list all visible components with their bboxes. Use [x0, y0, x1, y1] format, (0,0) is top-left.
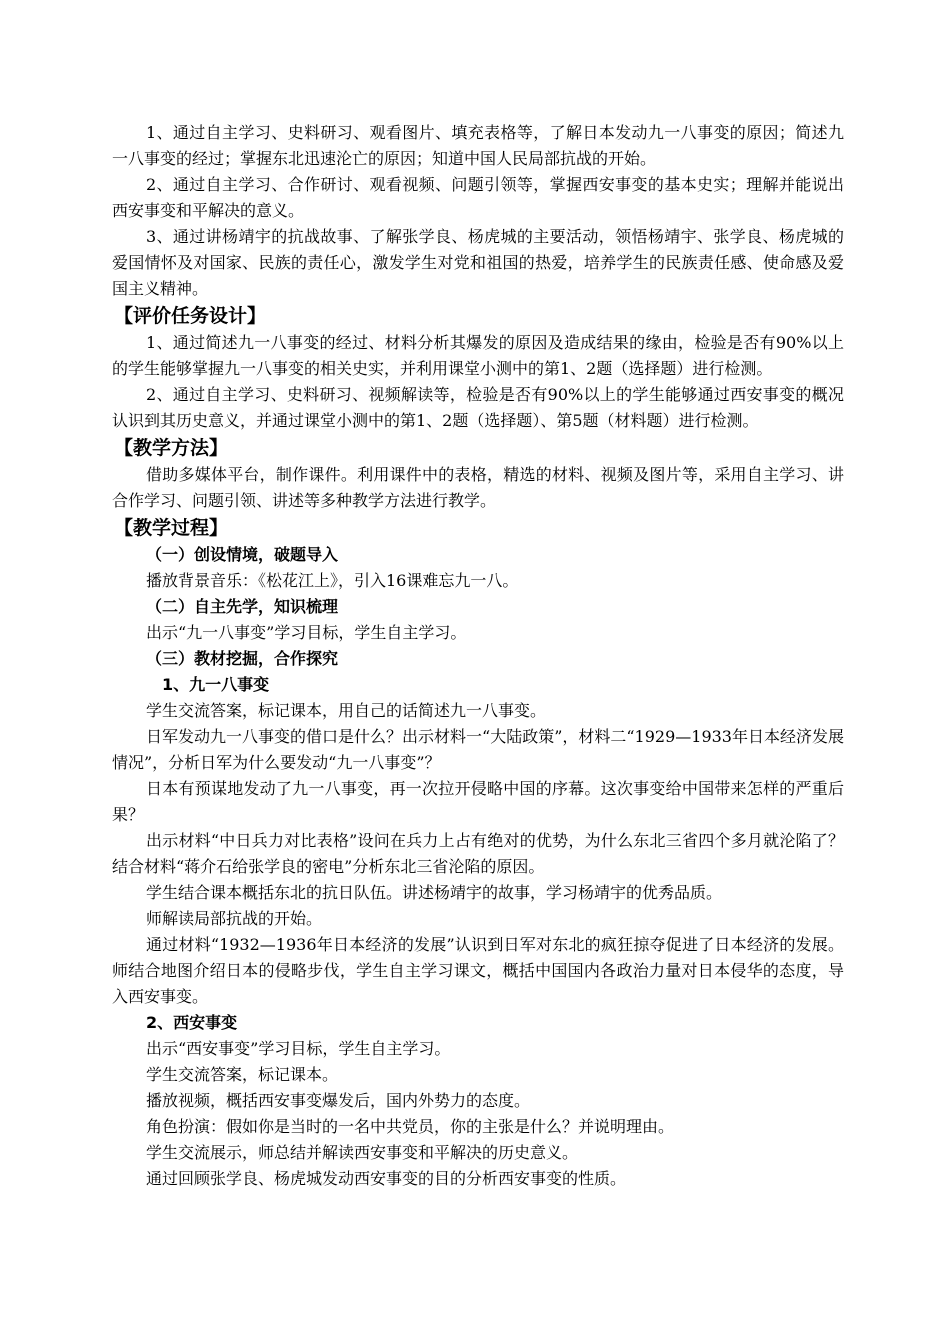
step2-text: 出示“九一八事变”学习目标，学生自主学习。	[146, 623, 467, 642]
part2-paragraph: 学生交流展示，师总结并解读西安事变和平解决的历史意义。	[146, 1143, 579, 1162]
part1-paragraph: 学生结合课本概括东北的抗日队伍。讲述杨靖宇的故事，学习杨靖宇的优秀品质。	[146, 883, 723, 902]
part1-paragraph: 学生交流答案，标记课本，用自己的话简述九一八事变。	[146, 701, 547, 720]
part2-paragraph: 角色扮演：假如你是当时的一名中共党员，你的主张是什么？并说明理由。	[146, 1117, 675, 1136]
step3-title: （三）教材挖掘，合作探究	[146, 649, 339, 668]
step1-text: 播放背景音乐：《松花江上》，引入16课难忘九一八。	[146, 571, 519, 590]
evaluation-item-1: 1、通过简述九一八事变的经过、材料分析其爆发的原因及造成结果的缘由，检验是否有90%以上的学生能够掌握九一八事变的相关史实，并利用课堂小测中的第1、2题（选择题）进行检测。	[112, 333, 844, 378]
goal-paragraph-3: 3、通过讲杨靖宇的抗战故事、了解张学良、杨虎城的主要活动，领悟杨靖宇、张学良、杨虎城的爱国情怀及对国家、民族的责任心，激发学生对党和祖国的热爱，培养学生的民族责任感、使命感及爱国主义精神。	[112, 227, 844, 298]
part2-paragraph: 学生交流答案，标记课本。	[146, 1065, 339, 1084]
part1-paragraph: 日军发动九一八事变的借口是什么？出示材料一“大陆政策”，材料二“1929—1933年日本经济发展情况”，分析日军为什么要发动“九一八事变”？	[112, 727, 844, 772]
step2-title: （二）自主先学，知识梳理	[146, 597, 339, 616]
evaluation-item-2: 2、通过自主学习、史料研习、视频解读等，检验是否有90%以上的学生能够通过西安事变的概况认识到其历史意义，并通过课堂小测中的第1、2题（选择题）、第5题（材料题）进行检测。	[112, 385, 844, 430]
part2-paragraph: 通过回顾张学良、杨虎城发动西安事变的目的分析西安事变的性质。	[146, 1169, 627, 1188]
part2-title: 2、西安事变	[146, 1013, 238, 1032]
methods-text: 借助多媒体平台，制作课件。利用课件中的表格，精选的材料、视频及图片等，采用自主学习、讲合作学习、问题引领、讲述等多种教学方法进行教学。	[112, 465, 844, 510]
methods-heading: 【教学方法】	[114, 437, 229, 459]
part1-paragraph: 师解读局部抗战的开始。	[146, 909, 323, 928]
part1-paragraph: 出示材料“中日兵力对比表格”设问在兵力上占有绝对的优势，为什么东北三省四个多月就沦陷了？结合材料“蒋介石给张学良的密电”分析东北三省沦陷的原因。	[112, 831, 844, 876]
evaluation-heading: 【评价任务设计】	[114, 305, 267, 327]
step1-title: （一）创设情境，破题导入	[146, 545, 339, 564]
part2-paragraph: 出示“西安事变”学习目标，学生自主学习。	[146, 1039, 451, 1058]
document-page	[112, 120, 844, 1192]
part1-paragraph: 日本有预谋地发动了九一八事变，再一次拉开侵略中国的序幕。这次事变给中国带来怎样的严重后果？	[112, 779, 844, 824]
goal-paragraph-2: 2、通过自主学习、合作研讨、观看视频、问题引领等，掌握西安事变的基本史实；理解并能说出西安事变和平解决的意义。	[112, 175, 844, 220]
part1-title: 1、九一八事变	[162, 675, 270, 694]
goal-paragraph-1: 1、通过自主学习、史料研习、观看图片、填充表格等，了解日本发动九一八事变的原因；简述九一八事变的经过；掌握东北迅速沦亡的原因；知道中国人民局部抗战的开始。	[112, 123, 844, 168]
part2-paragraph: 播放视频，概括西安事变爆发后，国内外势力的态度。	[146, 1091, 531, 1110]
part1-paragraph: 通过材料“1932—1936年日本经济的发展”认识到日军对东北的疯狂掠夺促进了日本经济的发展。师结合地图介绍日本的侵略步伐，学生自主学习课文，概括中国国内各政治力量对日本侵华的态度，导入西安事变。	[112, 935, 844, 1006]
process-heading: 【教学过程】	[114, 517, 229, 539]
